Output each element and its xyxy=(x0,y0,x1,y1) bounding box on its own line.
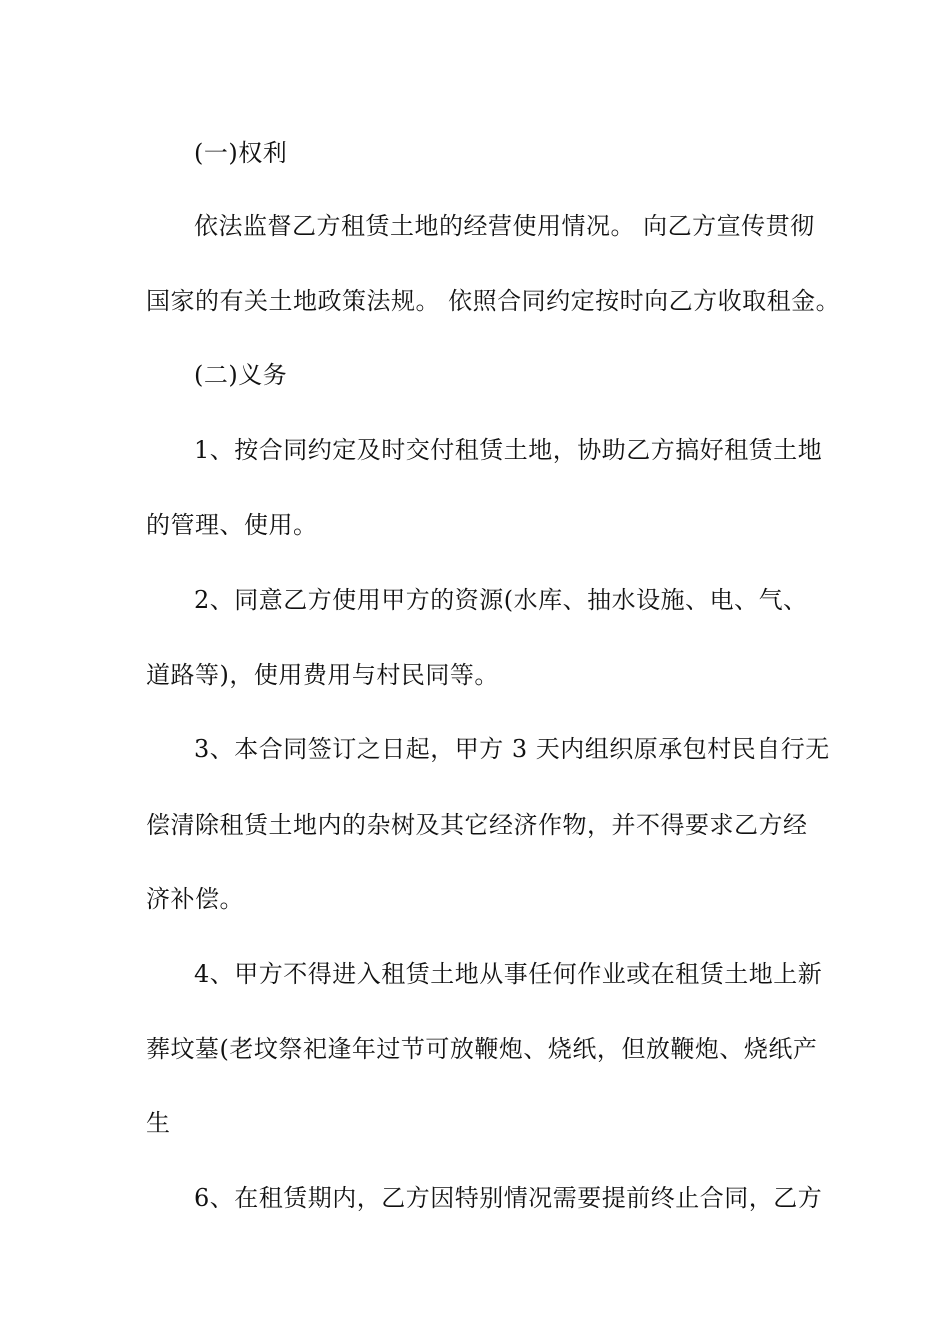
paragraph-line: 国家的有关土地政策法规。 依照合同约定按时向乙方收取租金。 xyxy=(146,287,841,315)
paragraph-line: 3、本合同签订之日起，甲方 3 天内组织原承包村民自行无 xyxy=(194,735,830,763)
paragraph-line: 道路等)，使用费用与村民同等。 xyxy=(146,661,499,689)
paragraph-line: 生 xyxy=(146,1109,171,1137)
section-heading-obligations: (二)义务 xyxy=(194,361,288,389)
section-heading-rights: (一)权利 xyxy=(194,139,288,167)
paragraph-line: 葬坟墓(老坟祭祀逢年过节可放鞭炮、烧纸，但放鞭炮、烧纸产 xyxy=(146,1035,818,1063)
paragraph-line: 6、在租赁期内，乙方因特别情况需要提前终止合同，乙方 xyxy=(194,1184,823,1212)
paragraph-line: 偿清除租赁土地内的杂树及其它经济作物，并不得要求乙方经 xyxy=(146,811,808,839)
paragraph-line: 的管理、使用。 xyxy=(146,511,318,539)
paragraph-line: 济补偿。 xyxy=(146,885,244,913)
paragraph-line: 依法监督乙方租赁土地的经营使用情况。 向乙方宣传贯彻 xyxy=(194,212,815,240)
paragraph-line: 4、甲方不得进入租赁土地从事任何作业或在租赁土地上新 xyxy=(194,960,823,988)
paragraph-line: 2、同意乙方使用甲方的资源(水库、抽水设施、电、气、 xyxy=(194,586,808,614)
paragraph-line: 1、按合同约定及时交付租赁土地，协助乙方搞好租赁土地 xyxy=(194,436,823,464)
